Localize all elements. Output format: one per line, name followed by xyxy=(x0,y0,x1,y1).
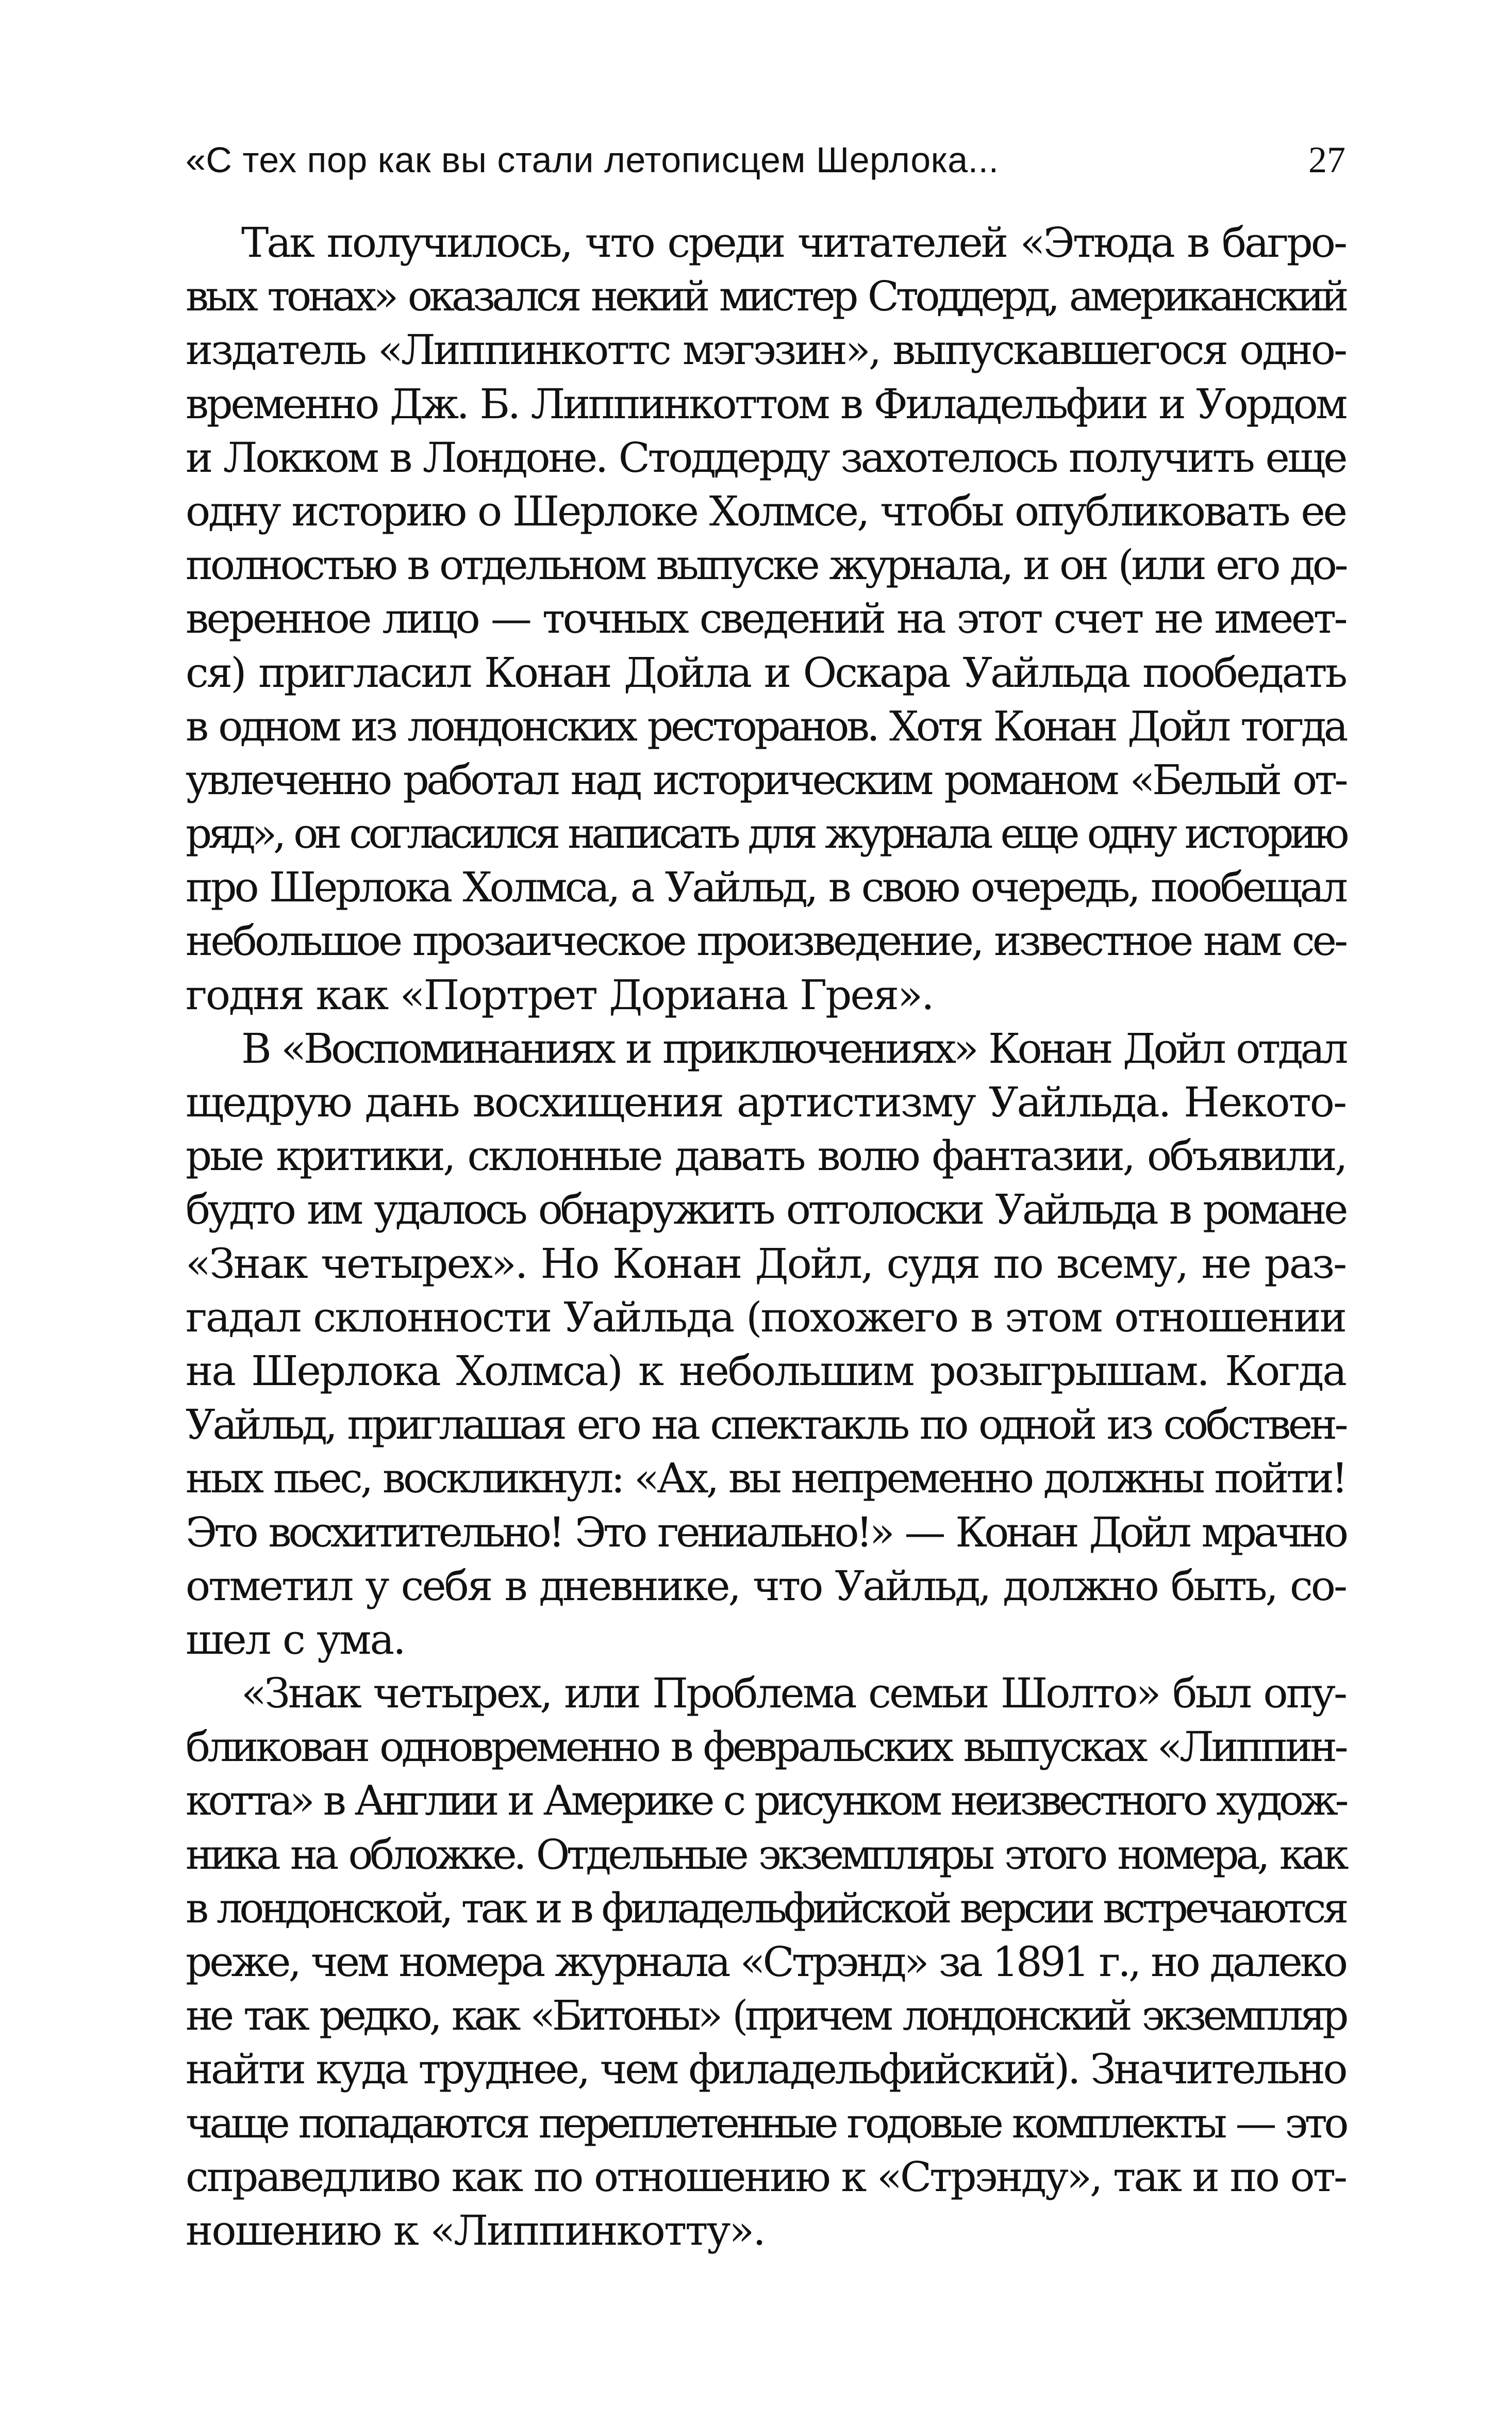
text-line: бликован одновременно в февральских выпусках «Липпин- xyxy=(186,1723,1345,1771)
text-line: Это восхитительно! Это гениально!» — Конан Дойл мрачно xyxy=(186,1508,1345,1556)
text-line: «Знак четырех, или Проблема семьи Шолто» был опу- xyxy=(241,1669,1345,1718)
text-line: увлеченно работал над историческим романом «Белый от- xyxy=(186,755,1345,804)
text-line: в лондонской, так и в филадельфийской версии встречаются xyxy=(186,1884,1345,1932)
text-line: гадал склонности Уайльда (похожего в этом отношении xyxy=(186,1293,1345,1341)
text-line: ряд», он согласился написать для журнала еще одну историю xyxy=(186,810,1345,858)
text-line: в одном из лондонских ресторанов. Хотя Конан Дойл тогда xyxy=(186,702,1345,750)
text-line: веренное лицо — точных сведений на этот счет не имеет- xyxy=(186,595,1345,643)
text-line: полностью в отдельном выпуске журнала, и он (или его до- xyxy=(186,541,1345,589)
text-line: вых тонах» оказался некий мистер Стоддерд, американский xyxy=(186,272,1345,321)
text-line: котта» в Англии и Америке с рисунком неизвестного худож- xyxy=(186,1776,1345,1825)
text-line: будто им удалось обнаружить отголоски Уайльда в романе xyxy=(186,1186,1345,1234)
text-line: не так редко, как «Битоны» (причем лондонский экземпляр xyxy=(186,1992,1345,2040)
text-line: временно Дж. Б. Липпинкоттом в Филадельфии и Уордом xyxy=(186,380,1345,428)
text-line: чаще попадаются переплетенные годовые комплекты — это xyxy=(186,2099,1345,2147)
text-line: щедрую дань восхищения артистизму Уайльда. Некото- xyxy=(186,1078,1345,1126)
text-line: Так получилось, что среди читателей «Этюда в багро- xyxy=(241,219,1345,267)
text-line: издатель «Липпинкоттс мэгэзин», выпускавшегося одно- xyxy=(186,326,1345,374)
text-line: на Шерлока Холмса) к небольшим розыгрышам. Когда xyxy=(186,1346,1345,1395)
text-line: отметил у себя в дневнике, что Уайльд, должно быть, со- xyxy=(186,1561,1345,1610)
text-line: найти куда труднее, чем филадельфийский). Значительно xyxy=(186,2045,1345,2094)
text-line: Уайльд, приглашая его на спектакль по одной из собствен- xyxy=(186,1401,1345,1449)
text-line: одну историю о Шерлоке Холмсе, чтобы опубликовать ее xyxy=(186,487,1345,535)
text-line: ника на обложке. Отдельные экземпляры этого номера, как xyxy=(186,1830,1345,1879)
page-number: 27 xyxy=(1308,139,1345,180)
text-line: справедливо как по отношению к «Стрэнду», так и по от- xyxy=(186,2152,1345,2201)
text-line: реже, чем номера журнала «Стрэнд» за 1891 г., но далеко xyxy=(186,1938,1345,1986)
running-title: «С тех пор как вы стали летописцем Шерлока... xyxy=(186,140,999,180)
body-text xyxy=(186,216,1345,2258)
paragraph-2 xyxy=(186,1022,1345,1667)
paragraph-1 xyxy=(186,216,1345,1022)
text-line: небольшое прозаическое произведение, известное нам се- xyxy=(186,917,1345,965)
text-line: ношению к «Липпинкотту». xyxy=(186,2206,765,2255)
text-line: ся) пригласил Конан Дойла и Оскара Уайльда пообедать xyxy=(186,648,1345,697)
text-line: шел с ума. xyxy=(186,1615,405,1664)
text-line: и Локком в Лондоне. Стоддерду захотелось получить еще xyxy=(186,433,1345,482)
text-line: рые критики, склонные давать волю фантазии, объявили, xyxy=(186,1132,1345,1180)
text-line: ных пьес, воскликнул: «Ах, вы непременно должны пойти! xyxy=(186,1454,1345,1503)
text-line: В «Воспоминаниях и приключениях» Конан Дойл отдал xyxy=(241,1024,1345,1073)
running-head xyxy=(186,131,1345,188)
text-line: про Шерлока Холмса, а Уайльд, в свою очередь, пообещал xyxy=(186,863,1345,912)
paragraph-3 xyxy=(186,1667,1345,2258)
text-line: «Знак четырех». Но Конан Дойл, судя по всему, не раз- xyxy=(186,1239,1345,1288)
text-line: годня как «Портрет Дориана Грея». xyxy=(186,970,933,1019)
